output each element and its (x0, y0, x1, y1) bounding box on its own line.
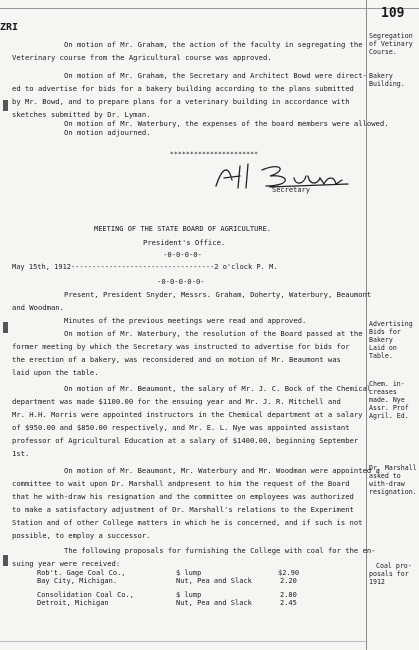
company-location: Bay City, Michigan. (37, 577, 118, 585)
binder-hole-mark (3, 100, 8, 111)
margin-note-line: Agril. Ed. (369, 412, 409, 420)
margin-note-line: made. Nye (369, 396, 405, 404)
margin-note-line: with-draw (369, 480, 405, 488)
text-line: committee to wait upon Dr. Marshall andpresent to him the request of the Board (12, 479, 350, 488)
top-rule (0, 8, 419, 9)
margin-note-line: Coal pro- (376, 562, 412, 570)
text-line: to make a satisfactory adjustment of Dr. Marshall's relations to the Experiment (12, 505, 354, 514)
text-line: professor of Agricultural Education at a salary of $1400.00, beginning September (12, 436, 359, 445)
margin-note-line: resignation. (369, 488, 417, 496)
text-line: 1st. (12, 449, 30, 458)
text-line: On motion of Mr. Beaumont, the salary of Mr. J. C. Bock of the Chemical (64, 384, 372, 393)
margin-note-line: Advertising (369, 320, 413, 328)
text-line: Present, President Snyder, Messrs. Graham, Doherty, Waterbury, Beaumont (64, 290, 372, 299)
text-line: possible, to employ a successor. (12, 531, 151, 540)
margin-note-line: Building. (369, 80, 405, 88)
text-line: On motion of Mr. Waterbury, the expenses of the board members were allowed. (64, 119, 389, 128)
text-line: laid upon the table. (12, 368, 99, 377)
corner-mark: ZRI (0, 22, 19, 33)
binder-hole-mark (3, 322, 8, 333)
text-line: ed to advertise for bids for a bakery building according to the plans submitted (12, 84, 354, 93)
coal-item: Nut, Pea and Slack (176, 599, 252, 607)
coal-price: 2.45 (280, 599, 297, 607)
margin-note-line: Table. (369, 352, 393, 360)
margin-note-line: asked to (369, 472, 401, 480)
text-line: suing year were received: (12, 559, 121, 568)
divider: -0-0-0-0-0- (157, 277, 205, 286)
text-line: On motion of Mr. Waterbury, the resolution of the Board passed at the (64, 329, 363, 338)
separator-stars: ********************** (170, 151, 259, 158)
company-name: Consolidation Coal Co., (37, 591, 134, 599)
text-line: Minutes of the previous meetings were read and approved. (64, 316, 307, 325)
page-number: 109 (381, 6, 405, 21)
divider: -0-0-0-0- (163, 250, 202, 259)
text-line: of $950.00 and $850.00 respectively, and Mr. E. L. Nye was appointed assistant (12, 423, 350, 432)
company-name: Rob't. Gage Coal Co., (37, 569, 126, 577)
margin-note-line: posals for (369, 570, 409, 578)
text-line: that he with-draw his resignation and the committee on employees was authorized (12, 492, 354, 501)
text-line: On motion adjourned. (64, 128, 151, 137)
text-line: and Woodman. (12, 303, 64, 312)
text-line: department was made $1100.00 for the ensuing year and Mr. J. R. Mitchell and (12, 397, 341, 406)
coal-price: 2.80 (280, 591, 297, 599)
bottom-rule (0, 641, 366, 642)
binder-hole-mark (3, 555, 8, 566)
text-line: On motion of Mr. Beaumont, Mr. Waterbury and Mr. Woodman were appointed a (64, 466, 380, 475)
date-line: May 15th, 1912----------------------------------2 o'clock P. M. (12, 263, 278, 271)
margin-note-line: Dr. Marshall (369, 464, 417, 472)
coal-item: $ lump (176, 569, 202, 577)
margin-note-line: Chem. in- (369, 380, 405, 388)
margin-note-line: of Vetinary (369, 40, 413, 48)
text-line: The following proposals for furnishing the College with coal for the en- (64, 546, 376, 555)
coal-price: 2.20 (280, 577, 297, 585)
margin-note-line: Bakery (369, 72, 393, 80)
company-location: Detroit, Michigan (37, 599, 109, 607)
meeting-heading: MEETING OF THE STATE BOARD OF AGRICULTURE. (94, 225, 272, 233)
text-line: by Mr. Bowd, and to prepare plans for a veterinary building in accordance with (12, 97, 350, 106)
margin-note-line: 1912 (369, 578, 385, 586)
text-line: On motion of Mr. Graham, the Secretary and Architect Bowd were direct- (64, 71, 367, 80)
margin-note-line: Segregation (369, 32, 413, 40)
text-line: former meeting by which the Secretary was instructed to advertise for bids for (12, 342, 350, 351)
margin-note-line: creases (369, 388, 397, 396)
margin-note-line: Bids for (369, 328, 401, 336)
coal-item: $ lump (176, 591, 202, 599)
margin-note-line: Laid on (369, 344, 397, 352)
coal-price: $2.90 (278, 569, 300, 577)
text-line: Mr. H.H. Morris were appointed instructors in the Chemical department at a salary (12, 410, 363, 419)
text-line: sketches submitted by Dr. Lyman. (12, 110, 151, 119)
margin-note-line: Assr. Prof (369, 404, 409, 412)
margin-note-line: Course. (369, 48, 397, 56)
text-line: Veterinary course from the Agricultural course was approved. (12, 53, 272, 62)
coal-item: Nut, Pea and Slack (176, 577, 252, 585)
text-line: Station and of other College matters in which he is concerned, and if such is not (12, 518, 363, 527)
margin-note-line: Bakery (369, 336, 393, 344)
meeting-place: President's Office. (143, 238, 226, 247)
text-line: On motion of Mr. Graham, the action of the faculty in segregating the (64, 40, 363, 49)
text-line: the erection of a bakery, was reconsidered and on motion of Mr. Beaumont was (12, 355, 341, 364)
signature-label: Secretary (272, 186, 310, 194)
